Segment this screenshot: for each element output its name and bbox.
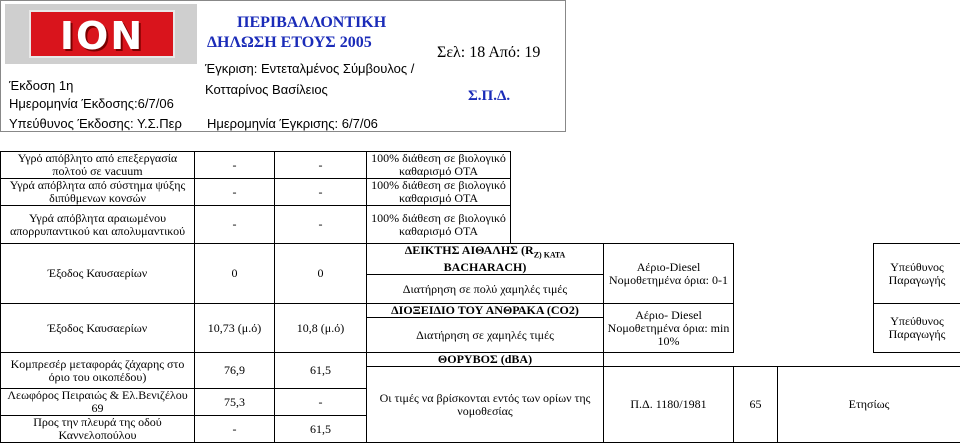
document-header: [0, 0, 566, 132]
table-cell: Υγρό απόβλητο από επεξεργασία πολτού σε vacuum: [1, 152, 195, 179]
table-cell: -: [195, 206, 275, 244]
table-cell: Κομπρεσέρ μεταφοράς ζάχαρης στο όριο του οικοπέδου): [1, 353, 195, 389]
table-cell: 76,9: [195, 353, 275, 389]
page-subtitle: ΔΗΛΩΣΗ ΕΤΟΥΣ 2005: [207, 34, 372, 51]
table-row: [1, 206, 960, 244]
noise-section-header: ΘΟΡΥΒΟΣ (dBA): [367, 353, 604, 367]
table-cell: 61,5: [275, 353, 367, 389]
table-cell: 65: [734, 367, 778, 443]
edition-date: Ημερομηνία Έκδοσης:6/7/06: [9, 96, 174, 111]
table-cell: Υγρά απόβλητα από σύστημα ψύξης διπύθμενων κονσών: [1, 179, 195, 206]
table-cell: 75,3: [195, 389, 275, 416]
table-cell: -: [195, 179, 275, 206]
table-cell: Αέριο-Diesel Νομοθετημένα όρια: 0-1: [604, 244, 734, 304]
table-cell: 61,5: [275, 416, 367, 443]
table-cell: Λεωφόρος Πειραιώς & Ελ.Βενιζέλου 69: [1, 389, 195, 416]
table-cell: Υπεύθυνος Παραγωγής: [874, 244, 960, 304]
table-cell: Διατήρηση σε χαμηλές τιμές: [367, 318, 604, 353]
table-cell: 100% διάθεση σε βιολογικό καθαρισμό ΟΤΑ: [367, 206, 511, 244]
table-cell: 0: [275, 244, 367, 304]
table-cell: -: [275, 206, 367, 244]
table-row: [1, 244, 960, 275]
co2-section-header: ΔΙΟΞΕΙΔΙΟ ΤΟΥ ΑΝΘΡΑΚΑ (CO2): [367, 304, 604, 318]
page-info: Σελ: 18 Από: 19: [437, 44, 541, 61]
table-cell: Π.Δ. 1180/1981: [604, 367, 734, 443]
table-cell: Ετησίως: [778, 367, 960, 443]
smoke-section-header: ΔΕΙΚΤΗΣ ΑΙΘΑΛΗΣ ($R_{Z) KATA}$ BACHARACH): [367, 244, 604, 275]
table-cell: Έξοδος Καυσαερίων: [1, 304, 195, 353]
table-cell: Διατήρηση σε πολύ χαμηλές τιμές: [367, 275, 604, 304]
table-cell: 10,73 (μ.ό): [195, 304, 275, 353]
environmental-data-table: [0, 151, 960, 443]
table-row: [1, 179, 960, 206]
table-cell: 10,8 (μ.ό): [275, 304, 367, 353]
table-cell: -: [195, 152, 275, 179]
table-cell: 0: [195, 244, 275, 304]
table-row: [1, 304, 960, 318]
approval-label: Έγκριση: Εντεταλμένος Σύμβουλος /: [205, 61, 415, 76]
table-cell: 100% διάθεση σε βιολογικό καθαρισμό ΟΤΑ: [367, 152, 511, 179]
page-title: ΠΕΡΙΒΑΛΛΟΝΤΙΚΗ: [237, 14, 387, 31]
spd-label: Σ.Π.Δ.: [468, 88, 511, 104]
approval-name: Κοτταρίνος Βασίλειος: [205, 82, 328, 97]
edition-responsible: Υπεύθυνος Έκδοσης: Υ.Σ.Περ: [9, 116, 182, 131]
table-cell: Υπεύθυνος Παραγωγής: [874, 304, 960, 353]
table-cell: Υγρά απόβλητα αραιωμένου απορρυπαντικού και απολυμαντικού: [1, 206, 195, 244]
table-cell: Οι τιμές να βρίσκονται εντός των ορίων της νομοθεσίας: [367, 367, 604, 443]
table-cell: 100% διάθεση σε βιολογικό καθαρισμό ΟΤΑ: [367, 179, 511, 206]
table-cell: -: [195, 416, 275, 443]
table-cell: -: [275, 179, 367, 206]
table-cell: -: [275, 389, 367, 416]
table-cell: -: [275, 152, 367, 179]
table-cell: Προς την πλευρά της οδού Καννελοπούλου: [1, 416, 195, 443]
table-cell: Έξοδος Καυσαερίων: [1, 244, 195, 304]
company-logo: ION: [5, 4, 197, 64]
edition-label: Έκδοση 1η: [9, 78, 74, 93]
table-row: [1, 152, 960, 179]
table-cell: Αέριο- Diesel Νομοθετημένα όρια: min 10%: [604, 304, 734, 353]
table-row: [1, 353, 960, 367]
approval-date: Ημερομηνία Έγκρισης: 6/7/06: [207, 116, 378, 131]
